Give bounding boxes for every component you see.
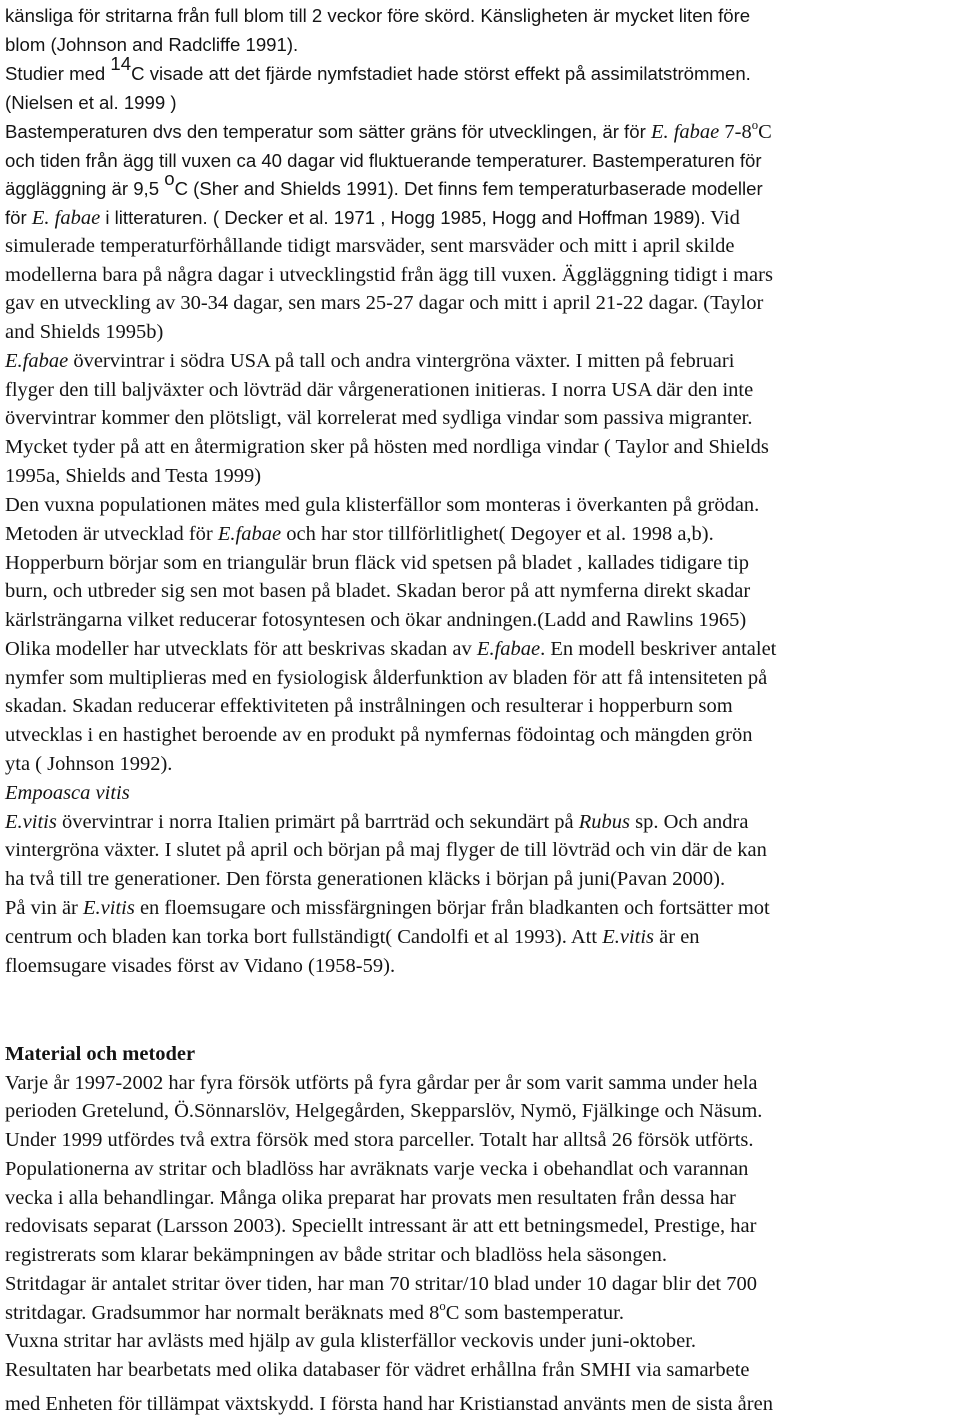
text-span: och tiden från ägg till vuxen ca 40 dagar vid fluktuerande temperaturer. Bastemperaturen för (5, 150, 762, 171)
text-line (5, 520, 960, 549)
text-line (5, 1, 960, 30)
text-line (5, 1270, 960, 1299)
superscript: o (439, 1298, 446, 1313)
text-span: C (Sher and Shields 1991). Det finns fem temperaturbaserade modeller (174, 178, 763, 199)
text-span: 7-8 (719, 121, 752, 143)
text-span: Metoden är utvecklad för (5, 523, 218, 545)
text-span: skadan. Skadan reducerar effektiviteten på instrålningen och resulterar i hopperburn som (5, 695, 733, 717)
text-span: registrerats som klarar bekämpningen av både stritar och bladlöss hela säsongen. (5, 1244, 668, 1266)
text-line (5, 1097, 960, 1126)
text-span: och har stor tillförlitlighet( Degoyer et al. 1998 a,b). (281, 523, 714, 545)
text-line (5, 692, 960, 721)
text-span: Olika modeller har utvecklats för att beskrivas skadan av (5, 638, 477, 660)
text-span: sp. Och andra (630, 811, 749, 833)
text-span: en floemsugare och missfärgningen börjar från bladkanten och fortsätter mot (134, 897, 770, 919)
text-line (5, 433, 960, 462)
text-span: flyger den till baljväxter och lövträd där vårgenerationen initieras. I norra USA där den inte (5, 379, 754, 401)
text-span: Mycket tyder på att en återmigration sker på hösten med nordliga vindar ( Taylor and Shields (5, 436, 769, 458)
text-span: perioden Gretelund, Ö.Sönnarslöv, Helgegården, Skepparslöv, Nymö, Fjälkinge och Näsum. (5, 1100, 763, 1122)
text-span: med Enheten för tillämpat växtskydd. I första hand har Kristianstad använts men de sista åren (5, 1393, 773, 1415)
text-line (5, 1299, 960, 1328)
text-span: är en (654, 926, 700, 948)
superscript: o (164, 168, 175, 190)
italic-term: E. fabae (31, 207, 101, 229)
text-line (5, 289, 960, 318)
text-line (5, 117, 960, 146)
text-line (5, 1327, 960, 1356)
text-span: övervintrar i södra USA på tall och andra vintergröna växter. I mitten på februari (68, 350, 735, 372)
text-line (5, 1390, 960, 1419)
text-line (5, 721, 960, 750)
italic-term: E.vitis (5, 811, 57, 833)
text-line (5, 664, 960, 693)
text-line (5, 261, 960, 290)
text-span: övervintrar i norra Italien primärt på barrträd och sekundärt på (56, 811, 579, 833)
text-span: vintergröna växter. I slutet på april och början på maj flyger de till lövträd och vin där de kan (5, 839, 767, 861)
text-line (5, 549, 960, 578)
text-line (5, 952, 960, 981)
text-span: Studier med (5, 63, 111, 84)
text-span: blom (Johnson and Radcliffe 1991). (5, 34, 299, 55)
text-line (5, 146, 960, 175)
text-span: C som bastemperatur. (445, 1302, 624, 1324)
italic-term: E. fabae (650, 121, 720, 143)
text-span: äggläggning är 9,5 (5, 178, 165, 199)
text-line (5, 168, 960, 203)
text-span: Bastemperaturen dvs den temperatur som sätter gräns för utvecklingen, är för (5, 121, 651, 142)
text-line (5, 203, 960, 232)
text-span: utvecklas i en hastighet beroende av en produkt på nymfernas födointag och mängden grön (5, 724, 753, 746)
text-span: Vuxna stritar har avlästs med hjälp av gula klisterfällor veckovis under juni-oktober. (5, 1330, 697, 1352)
text-span: 1995a, Shields and Testa 1999) (5, 465, 262, 487)
text-span: gav en utveckling av 30-34 dagar, sen mars 25-27 dagar och mitt i april 21-22 dagar. (Taylor (5, 292, 764, 314)
text-span: känsliga för stritarna från full blom till 2 veckor före skörd. Känsligheten är mycket liten före (5, 5, 751, 26)
text-line (5, 53, 960, 88)
text-span: Populationerna av stritar och bladlöss har avräknats varje vecka i obehandlat och varannan (5, 1158, 749, 1180)
text-span: centrum och bladen kan torka bort fullständigt( Candolfi et al 1993). Att (5, 926, 603, 948)
text-span: yta ( Johnson 1992). (5, 753, 173, 775)
text-line (5, 779, 960, 808)
italic-term: E.fabae (5, 350, 69, 372)
text-span: redovisats separat (Larsson 2003). Speciellt intressant är att ett betningsmedel, Prestige, har (5, 1215, 757, 1237)
text-line (5, 808, 960, 837)
text-span: ha två till tre generationer. Den första generationen kläcks i början på juni(Pavan 2000). (5, 868, 726, 890)
text-line (5, 865, 960, 894)
text-span: modellerna bara på några dagar i utvecklingstid från ägg till vuxen. Äggläggning tidigt i mars (5, 264, 773, 286)
italic-term: E.fabae (217, 523, 282, 545)
text-span: Hopperburn börjar som en triangulär brun fläck vid spetsen på bladet , kallades tidigare tip (5, 552, 750, 574)
text-span: C visade att det fjärde nymfstadiet hade störst effekt på assimilatströmmen. (131, 63, 751, 84)
text-line (5, 462, 960, 491)
text-line (5, 347, 960, 376)
text-span: övervintrar kommer den plötsligt, väl korrelerat med sydliga vindar som passiva migranter. (5, 407, 753, 429)
text-span: C (758, 121, 772, 143)
italic-term: E.vitis (83, 897, 135, 919)
text-line (5, 491, 960, 520)
italic-term: E.vitis (602, 926, 655, 948)
text-line (5, 894, 960, 923)
italic-term: E.fabae (476, 638, 541, 660)
text-line (5, 577, 960, 606)
text-span: . En modell beskriver antalet (540, 638, 777, 660)
text-span: för (5, 207, 32, 228)
text-span: (Nielsen et al. 1999 ) (5, 92, 177, 113)
text-span: floemsugare visades först av Vidano (1958-59). (5, 955, 396, 977)
superscript: o (751, 117, 759, 132)
text-span: Den vuxna populationen mätes med gula klisterfällor som monteras i överkanten på grödan. (5, 494, 760, 516)
italic-term: Rubus (578, 811, 631, 833)
text-line (5, 1356, 960, 1385)
text-line (5, 1212, 960, 1241)
text-span: Under 1999 utfördes två extra försök med stora parceller. Totalt har alltså 26 försök utförts. (5, 1129, 754, 1151)
text-line (5, 635, 960, 664)
text-span: and Shields 1995b) (5, 321, 164, 343)
text-line (5, 836, 960, 865)
text-line (5, 1155, 960, 1184)
text-line (5, 1184, 960, 1213)
text-span: Varje år 1997-2002 har fyra försök utförts på fyra gårdar per år som varit samma under hela (5, 1072, 758, 1094)
text-span: burn, och utbreder sig sen mot basen på bladet. Skadan beror på att nymferna direkt skadar (5, 580, 751, 602)
text-line (5, 1241, 960, 1270)
text-span: Vid (705, 207, 740, 229)
text-line (5, 1069, 960, 1098)
text-span: kärlsträngarna vilket reducerar fotosyntesen och ökar andningen.(Ladd and Rawlins 1965) (5, 609, 747, 631)
text-span: vecka i alla behandlingar. Många olika preparat har provats men resultaten från dessa har (5, 1187, 736, 1209)
text-line (5, 1126, 960, 1155)
text-line (5, 1040, 960, 1069)
section-heading: Material och metoder (5, 1043, 196, 1065)
text-line (5, 404, 960, 433)
text-line (5, 232, 960, 261)
text-span: Resultaten har bearbetats med olika databaser för vädret erhållna från SMHI via samarbete (5, 1359, 750, 1381)
text-line (5, 376, 960, 405)
text-line (5, 318, 960, 347)
text-span: Stritdagar är antalet stritar över tiden, har man 70 stritar/10 blad under 10 dagar blir det 700 (5, 1273, 757, 1295)
text-span: På vin är (5, 897, 83, 919)
text-line (5, 750, 960, 779)
text-span: i litteraturen. ( Decker et al. 1971 , Hogg 1985, Hogg and Hoffman 1989). (100, 207, 706, 228)
text-line (5, 923, 960, 952)
text-span: nymfer som multiplieras med en fysiologisk ålderfunktion av bladen för att få intensiteten på (5, 667, 768, 689)
text-span: simulerade temperaturförhållande tidigt marsväder, sent marsväder och mitt i april skilde (5, 235, 735, 257)
text-line (5, 606, 960, 635)
text-span: stritdagar. Gradsummor har normalt beräknats med 8 (5, 1302, 440, 1324)
superscript: 14 (110, 53, 132, 75)
text-line (5, 30, 960, 59)
text-line (5, 88, 960, 117)
italic-term: Empoasca vitis (5, 782, 130, 804)
